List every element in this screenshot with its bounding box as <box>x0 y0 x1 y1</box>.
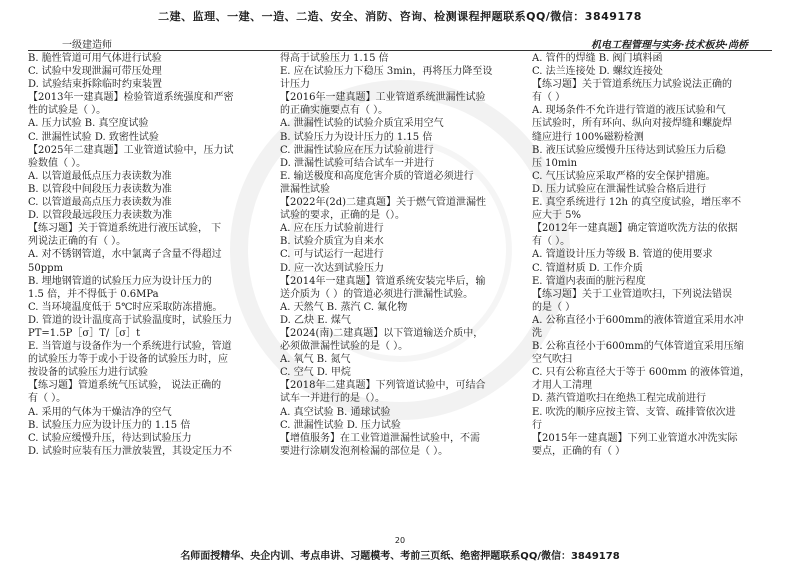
text-line: D. 压力试验应在泄漏性试验合格后进行 <box>532 183 707 195</box>
text-line: 压试验时，所有环向、纵向对接焊缝和螺旋焊 <box>532 118 732 130</box>
content-columns <box>28 52 772 458</box>
text-line: B. 试验压力为设计压力的 1.15 倍 <box>280 131 433 143</box>
text-line: 【练习题】关于管道系统压力试验说法正确的 <box>532 79 732 91</box>
text-line: A. 天然气 B. 蒸汽 C. 氟化物 <box>280 301 408 313</box>
text-line: C. 空气 D. 甲烷 <box>280 367 351 379</box>
text-line: 行 <box>532 419 542 431</box>
header-right-title: 机电工程管理与实务·技术板块·尚桥 <box>591 40 748 51</box>
text-line: C. 当环境温度低于 5℃时应采取防冻措施。 <box>28 301 223 313</box>
text-line: D. 蒸汽管道吹扫在绝热工程完成前进行 <box>532 393 707 405</box>
text-line: 【2014年一建真题】管道系统安装完毕后，输 <box>280 275 486 287</box>
text-line: 必须做泄漏性试验的是（ ）。 <box>280 341 409 353</box>
bottom-contact-banner: 名师面授精华、央企内训、考点串讲、习题模考、考前三页纸、绝密押题联系QQ/微信：3849178 <box>180 551 620 562</box>
text-line: PT=1.5P［σ］T/［σ］t <box>28 327 141 339</box>
text-line: 【练习题】关于管道系统进行液压试验， 下 <box>28 223 222 235</box>
text-line: A. 管件的焊缝 B. 阀门填料函 <box>532 53 663 64</box>
text-line: A. 采用的气体为干燥洁净的空气 <box>28 406 172 418</box>
text-line: 得高于试验压力 1.15 倍 <box>280 53 389 64</box>
text-line: 【2022年(2d)二建真题】关于燃气管道泄漏性 <box>280 197 487 209</box>
text-line: D. 管道的设计温度高于试验温度时，试验压力 <box>28 314 233 326</box>
text-line: A. 现场条件不允许进行管道的液压试验和气 <box>532 105 726 117</box>
text-line: A. 公称直径小于600mm的液体管道宜采用水冲 <box>532 314 744 326</box>
text-line: E. 当管道与设备作为一个系统进行试验，管道 <box>28 341 232 353</box>
text-line: C. 法兰连接处 D. 螺纹连接处 <box>532 66 663 78</box>
text-column-right <box>532 52 772 458</box>
text-line: 【增值服务】在工业管道泄漏性试验中，不需 <box>280 432 480 444</box>
text-line: 50ppm <box>28 262 64 274</box>
text-line: C. 泄漏性试验应在压力试验前进行 <box>280 144 434 156</box>
text-line: 验数值（ ）。 <box>28 157 87 169</box>
text-line: 试车一并进行的是（）。 <box>280 393 385 405</box>
text-line: 按设备的试验压力进行试验 <box>28 367 148 379</box>
text-line: D. 试验结束拆除临时约束装置 <box>28 79 163 91</box>
text-line: E. 管道内表面的脏污程度 <box>532 275 646 287</box>
text-line: E. 吹洗的顺序应按主管、支管、疏排管依次进 <box>532 406 736 418</box>
text-line: 列说法正确的有（ ）。 <box>28 236 127 248</box>
text-line: A. 以管道最低点压力表读数为准 <box>28 170 172 182</box>
text-line: B. 埋地钢管道的试验压力应为设计压力的 <box>28 275 212 287</box>
text-line: B. 试验介质宜为自来水 <box>280 236 384 248</box>
text-line: 有（ ） <box>532 92 566 104</box>
text-line: 【2018年二建真题】下列管道试验中，可结合 <box>280 380 486 392</box>
text-line: D. 乙炔 E. 煤气 <box>280 314 351 326</box>
text-line: E. 应在试验压力下稳压 3min，再将压力降至设 <box>280 66 493 78</box>
text-line: 试验的要求，正确的是（）。 <box>280 210 405 222</box>
text-line: C. 试验中发现泄漏可带压处理 <box>28 66 162 78</box>
text-line: 缝应进行 100%磁粉检测 <box>532 131 644 143</box>
text-line: 要进行涂刷发泡剂检漏的部位是（ ）。 <box>280 445 449 457</box>
text-line: 【2016年一建真题】工业管道系统泄漏性试验 <box>280 92 486 104</box>
text-line: B. 以管段中间段压力表读数为准 <box>28 183 172 195</box>
text-column-middle <box>280 52 520 458</box>
text-line: 1.5 倍，并不得低于 0.6MPa <box>28 288 159 300</box>
text-line: A. 真空试验 B. 通球试验 <box>280 406 391 418</box>
text-line: 【2013年一建真题】检验管道系统强度和严密 <box>28 92 234 104</box>
text-line: 应大于 5% <box>532 210 582 222</box>
text-line: 要点，正确的有（ ） <box>532 445 626 457</box>
text-line: 压 10min <box>532 157 578 169</box>
text-line: C. 气压试验应采取严格的安全保护措施。 <box>532 170 716 182</box>
text-line: D. 泄漏性试验可结合试车一并进行 <box>280 157 435 169</box>
text-line: 性的试验是（ ）。 <box>28 105 107 117</box>
top-contact-banner: 二建、监理、一建、一造、二造、安全、消防、咨询、检测课程押题联系QQ/微信：3849178 <box>158 10 642 23</box>
text-line: A. 对不锈钢管道，水中氯离子含量不得超过 <box>28 249 222 261</box>
text-line: C. 泄漏性试验 D. 压力试验 <box>280 419 401 431</box>
text-line: 泄漏性试验 <box>280 183 330 195</box>
text-line: 【练习题】关于工业管道吹扫，下列说法错误 <box>532 288 732 300</box>
text-line: C. 试验应缓慢升压，待达到试验压力 <box>28 432 192 444</box>
text-line: 才用人工清理 <box>532 380 592 392</box>
text-line: B. 试验压力应为设计压力的 1.15 倍 <box>28 419 191 431</box>
text-line: D. 以管段最远段压力表读数为准 <box>28 210 173 222</box>
text-line: 的是（ ） <box>532 301 576 313</box>
text-line: 【2025年二建真题】工业管道试验中，压力试 <box>28 144 234 156</box>
text-column-left <box>28 52 268 458</box>
text-line: D. 试验时应装有压力泄放装置，其设定压力不 <box>28 445 233 457</box>
text-line: 【2012年一建真题】确定管道吹洗方法的依据 <box>532 223 738 235</box>
text-line: 的试验压力等于或小于设备的试验压力时，应 <box>28 354 228 366</box>
text-line: B. 液压试验应缓慢升压待达到试验压力后稳 <box>532 144 726 156</box>
text-line: 计压力 <box>280 79 310 91</box>
text-line: A. 压力试验 B. 真空度试验 <box>28 118 149 130</box>
text-line: 有（ ）。 <box>532 236 571 248</box>
text-line: E. 输送极度和高度危害介质的管道必须进行 <box>280 170 474 182</box>
text-line: D. 应一次达到试验压力 <box>280 262 385 274</box>
text-line: 【2015年一建真题】下列工业管道水冲洗实际 <box>532 432 738 444</box>
text-line: 洗 <box>532 327 542 339</box>
header-divider <box>28 50 772 51</box>
text-line: B. 脆性管道可用气体进行试验 <box>28 53 162 64</box>
text-line: C. 管道材质 D. 工作介质 <box>532 262 643 274</box>
text-line: A. 应在压力试验前进行 <box>280 223 384 235</box>
header-left-title: 一级建造师 <box>62 40 112 51</box>
text-line: C. 可与试运行一起进行 <box>280 249 384 261</box>
text-line: 【练习题】管道系统气压试验， 说法正确的 <box>28 380 222 392</box>
text-line: 空气吹扫 <box>532 354 572 366</box>
text-line: 【2024(南)二建真题】以下管道输送介质中， <box>280 327 484 339</box>
text-line: E. 真空系统进行 12h 的真空度试验，增压率不 <box>532 197 742 209</box>
text-line: A. 泄漏性试验的试验介质宜采用空气 <box>280 118 444 130</box>
text-line: C. 泄漏性试验 D. 致密性试验 <box>28 131 159 143</box>
text-line: C. 只有公称直径大于等于 600mm 的液体管道， <box>532 367 751 379</box>
text-line: C. 以管道最高点压力表读数为准 <box>28 197 172 209</box>
text-line: B. 公称直径小于600mm的气体管道宜采用压缩 <box>532 341 744 353</box>
text-line: 的正确实施要点有（ ）。 <box>280 105 389 117</box>
text-line: A. 管道设计压力等级 B. 管道的使用要求 <box>532 249 713 261</box>
text-line: 送介质为（ ）的管道必须进行泄漏性试验。 <box>280 288 474 300</box>
text-line: 有（ ）。 <box>28 393 67 405</box>
text-line: A. 氧气 B. 氮气 <box>280 354 351 366</box>
page-number: 20 <box>394 536 406 545</box>
